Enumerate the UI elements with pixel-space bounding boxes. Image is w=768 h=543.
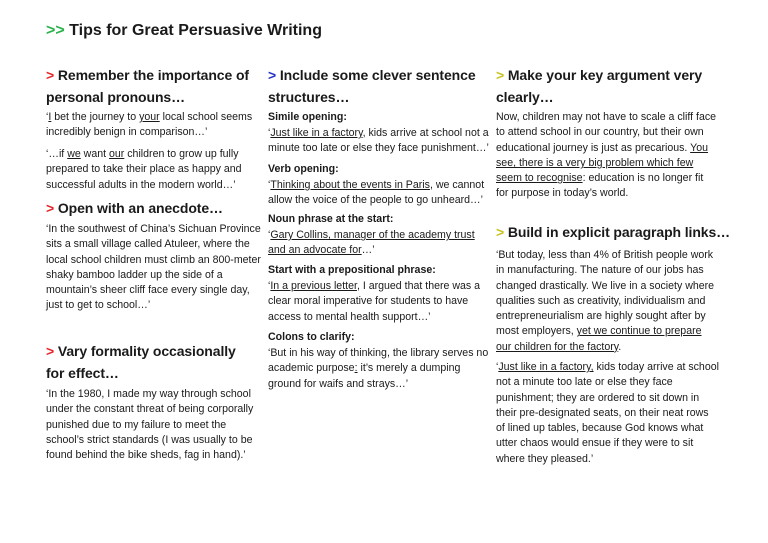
- text-segment: .: [618, 340, 622, 353]
- text-segment: not a minute too late or else they face: [496, 376, 673, 389]
- text-segment: school’s strict standards (I was usually to be: [46, 433, 253, 446]
- text-line: [268, 346, 488, 361]
- text-line: [268, 263, 436, 278]
- text-line: [46, 86, 249, 108]
- text-line: [496, 452, 719, 467]
- text-line: [46, 448, 253, 463]
- text-line: [496, 294, 714, 309]
- text-line: [268, 361, 488, 376]
- text-segment: found behind the bike sheds, fag in hand).’: [46, 449, 246, 462]
- text-line: [496, 221, 730, 243]
- text-segment: sits a small village called Atuleer, where the: [46, 238, 250, 251]
- text-segment: Include some clever sentence: [279, 67, 476, 83]
- underlined-text: Just like in a factory,: [498, 361, 594, 373]
- text-segment: changed drastically. We live in a society where: [496, 279, 715, 292]
- text-line: [496, 340, 714, 355]
- text-line: [268, 162, 339, 177]
- example-paragraph: [46, 222, 261, 314]
- text-line: [46, 402, 253, 417]
- underlined-text: our children for the factory: [496, 340, 619, 353]
- text-segment: , we cannot: [429, 179, 485, 191]
- page-title: [46, 22, 322, 40]
- text-segment: Make your key argument very: [507, 67, 703, 83]
- text-segment: in manufacturing. The nature of our jobs has: [496, 264, 704, 277]
- text-segment: , kids arrive at school not a: [362, 127, 489, 139]
- title-text: Tips for Great Persuasive Writing: [69, 22, 322, 39]
- text-line: [46, 387, 253, 402]
- heading-marker: >: [496, 224, 505, 240]
- text-segment: mountain’s sheer cliff face every single day,: [46, 284, 250, 297]
- text-segment: ‘But in his way of thinking, the library serves no: [268, 347, 489, 359]
- text-line: [496, 186, 716, 201]
- heading-marker: >: [496, 67, 505, 83]
- text-line: [496, 406, 719, 421]
- text-line: [496, 421, 719, 436]
- text-segment: qualities such as creativity, individualism and: [496, 294, 706, 307]
- text-segment: ‘In the 1980, I made my way through school: [46, 388, 251, 400]
- text-line: [496, 436, 719, 451]
- text-line: [268, 330, 355, 345]
- text-segment: , I argued that there was a: [356, 280, 481, 292]
- text-segment: ‘: [268, 127, 271, 139]
- text-segment: for effect…: [46, 365, 119, 381]
- text-line: [46, 197, 223, 219]
- text-segment: shaky bamboo ladder up the side of a: [46, 268, 223, 281]
- text-segment: access to mental health support…’: [268, 310, 431, 323]
- text-segment: want: [80, 148, 109, 160]
- text-line: [268, 310, 480, 325]
- example-paragraph: [46, 147, 242, 193]
- text-line: [268, 279, 480, 294]
- text-line: [496, 309, 714, 324]
- text-line: [46, 162, 242, 177]
- example-paragraph: [496, 248, 714, 355]
- text-line: [46, 418, 253, 433]
- text-line: [46, 237, 261, 252]
- text-segment: it’s merely a dumping: [357, 362, 461, 375]
- text-segment: academic purpose: [268, 362, 355, 375]
- text-line: [46, 64, 249, 86]
- section-heading: [46, 340, 236, 384]
- example-paragraph: [268, 279, 480, 325]
- text-line: [268, 178, 484, 193]
- text-line: [46, 340, 236, 362]
- text-line: [496, 279, 714, 294]
- underlined-text: Thinking about the events in Paris: [270, 179, 430, 191]
- underlined-text: see, there is a very big problem which few: [496, 156, 694, 169]
- title-marker: >>: [46, 22, 65, 39]
- text-segment: utter chaos would ensue if they were to sit: [496, 437, 694, 450]
- text-line: [46, 433, 253, 448]
- heading-marker: >: [46, 200, 55, 216]
- text-line: [496, 110, 716, 125]
- text-line: [496, 86, 702, 108]
- text-line: [46, 178, 242, 193]
- text-segment: local school children must climb an 800-meter: [46, 253, 261, 266]
- example-paragraph: [268, 178, 484, 209]
- example-paragraph: [46, 110, 252, 141]
- text-segment: just to get to school…’: [46, 299, 151, 312]
- text-segment: ‘: [496, 361, 499, 373]
- text-segment: allow the voice of the people to go unheard…’: [268, 194, 483, 207]
- text-segment: Remember the importance of: [57, 67, 249, 83]
- text-line: [496, 263, 714, 278]
- text-line: [496, 141, 716, 156]
- text-line: [46, 125, 252, 140]
- text-segment: ‘: [268, 229, 271, 241]
- section-heading: [46, 197, 223, 219]
- example-paragraph: [46, 387, 253, 463]
- text-segment: ‘In the southwest of China’s Sichuan Province: [46, 223, 261, 235]
- text-line: [496, 171, 716, 186]
- text-line: [268, 294, 480, 309]
- example-paragraph: [496, 360, 719, 467]
- text-segment: Simile opening:: [268, 111, 347, 123]
- technique-label: [268, 110, 347, 125]
- text-line: [496, 375, 719, 390]
- text-line: [496, 64, 702, 86]
- text-segment: to attend school in our country, but their own: [496, 126, 704, 139]
- text-segment: Vary formality occasionally: [57, 343, 236, 359]
- text-line: [496, 391, 719, 406]
- heading-marker: >: [268, 67, 277, 83]
- text-line: [46, 298, 261, 313]
- underlined-text: our: [109, 148, 125, 160]
- text-line: [268, 212, 393, 227]
- text-segment: clearly…: [496, 89, 554, 105]
- text-segment: Now, children may not have to scale a cliff face: [496, 111, 717, 123]
- text-segment: entrepreneurialism are highly sought after by: [496, 310, 706, 323]
- underlined-text: seem to recognise: [496, 172, 583, 185]
- text-line: [496, 360, 719, 375]
- text-segment: their pre-designated seats, on their neat rows: [496, 406, 709, 419]
- text-line: [46, 147, 242, 162]
- text-line: [496, 156, 716, 171]
- section-heading: [268, 64, 476, 108]
- underlined-text: In a previous letter: [270, 280, 357, 292]
- text-line: [46, 110, 252, 125]
- technique-label: [268, 263, 436, 278]
- text-segment: kids today arrive at school: [593, 361, 719, 373]
- text-line: [268, 110, 347, 125]
- text-segment: punished due to my failure to meet the: [46, 418, 227, 431]
- example-paragraph: [496, 110, 716, 202]
- underlined-text: Gary Collins, manager of the academy trust: [270, 229, 475, 241]
- text-line: [268, 228, 475, 243]
- text-segment: of lined up tables, because God knows what: [496, 422, 704, 435]
- underlined-text: and an advocate for: [268, 244, 362, 257]
- text-line: [46, 362, 236, 384]
- example-paragraph: [268, 126, 489, 157]
- text-segment: structures…: [268, 89, 350, 105]
- underlined-text: your: [139, 111, 160, 123]
- text-segment: children to grow up fully: [124, 148, 239, 160]
- section-heading: [496, 64, 702, 108]
- text-line: [268, 64, 476, 86]
- text-line: [496, 324, 714, 339]
- text-segment: punishment; they are ordered to sit down in: [496, 391, 700, 404]
- text-line: [268, 86, 476, 108]
- text-segment: bet the journey to: [51, 111, 140, 123]
- text-segment: ‘: [268, 280, 271, 292]
- text-segment: ‘: [46, 111, 49, 123]
- underlined-text: Just like in a factory: [270, 127, 363, 139]
- heading-marker: >: [46, 67, 55, 83]
- text-line: [496, 125, 716, 140]
- text-segment: most employers,: [496, 325, 577, 338]
- text-line: [268, 377, 488, 392]
- text-segment: ‘But today, less than 4% of British people work: [496, 249, 714, 261]
- text-segment: under the constant threat of being corporally: [46, 403, 254, 416]
- text-segment: Colons to clarify:: [268, 331, 355, 343]
- text-line: [46, 283, 261, 298]
- text-segment: Build in explicit paragraph links…: [507, 224, 731, 240]
- text-segment: Start with a prepositional phrase:: [268, 264, 436, 276]
- text-line: [46, 268, 261, 283]
- underlined-text: You: [690, 141, 709, 154]
- technique-label: [268, 212, 393, 227]
- text-segment: …’: [361, 244, 375, 257]
- example-paragraph: [268, 346, 488, 392]
- text-segment: educational journey is just as precarious.: [496, 141, 691, 154]
- text-segment: for purpose in today’s world.: [496, 187, 629, 200]
- text-segment: ground for waifs and strays…’: [268, 377, 409, 390]
- text-line: [46, 253, 261, 268]
- text-segment: prepared to take their place as happy and: [46, 163, 242, 176]
- section-heading: [46, 64, 249, 108]
- underlined-text: :: [354, 362, 358, 375]
- text-segment: ‘: [268, 179, 271, 191]
- example-paragraph: [268, 228, 475, 259]
- text-segment: Open with an anecdote…: [57, 200, 223, 216]
- section-heading: [496, 221, 730, 243]
- text-line: [268, 141, 489, 156]
- text-segment: local school seems: [159, 111, 253, 123]
- text-line: [46, 222, 261, 237]
- text-segment: minute too late or else they face punishment…’: [268, 142, 489, 155]
- technique-label: [268, 162, 339, 177]
- text-segment: Noun phrase at the start:: [268, 213, 394, 225]
- text-line: [268, 243, 475, 258]
- text-segment: personal pronouns…: [46, 89, 185, 105]
- text-segment: incredibly benign in comparison…’: [46, 126, 208, 139]
- text-segment: clear moral imperative for students to have: [268, 295, 469, 308]
- text-segment: successful adults in the modern world…’: [46, 178, 236, 191]
- technique-label: [268, 330, 355, 345]
- text-line: [268, 126, 489, 141]
- underlined-text: I: [48, 111, 52, 123]
- text-line: [268, 193, 484, 208]
- underlined-text: yet we continue to prepare: [576, 325, 702, 338]
- heading-marker: >: [46, 343, 55, 359]
- text-segment: ‘…if: [46, 148, 68, 160]
- text-segment: where they pleased.’: [496, 452, 594, 465]
- text-segment: Verb opening:: [268, 163, 339, 175]
- underlined-text: we: [67, 148, 81, 160]
- text-segment: : education is no longer fit: [582, 172, 704, 185]
- text-line: [496, 248, 714, 263]
